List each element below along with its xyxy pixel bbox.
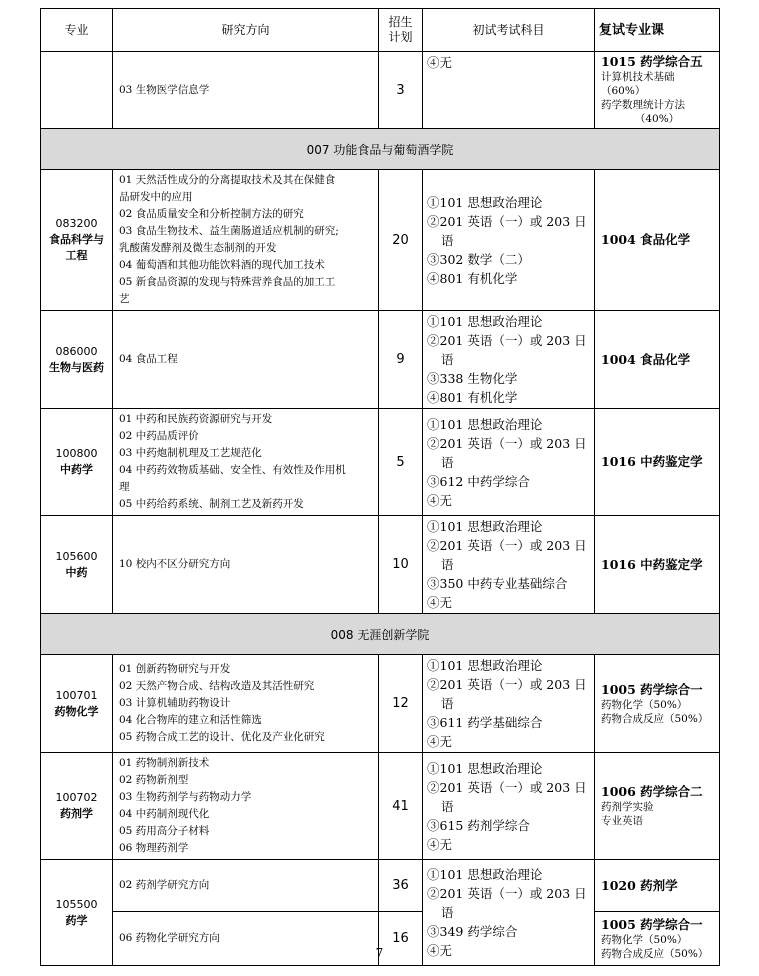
direction-line: 理 [119, 481, 130, 493]
review-cell [595, 860, 720, 912]
exam-line: 语 [441, 454, 454, 470]
direction-line: 01 天然活性成分的分离提取技术及其在保健食 [119, 174, 336, 186]
exam-line: ①101 思想政治理论 [427, 194, 543, 210]
direction-cell [113, 311, 379, 409]
direction-cell [113, 409, 379, 516]
direction-line: 03 计算机辅助药物设计 [119, 697, 231, 709]
plan-cell: 9 [379, 311, 423, 409]
plan-cell: 12 [379, 655, 423, 753]
exam-line: ①101 思想政治理论 [427, 658, 543, 673]
exam-line: 语 [441, 696, 454, 711]
table-header-row [41, 9, 720, 52]
review-cell [595, 52, 720, 129]
admission-table [40, 8, 720, 966]
exam-line: ①101 思想政治理论 [427, 416, 543, 432]
exam-cell [423, 311, 595, 409]
plan-cell: 3 [379, 52, 423, 129]
review-line: 药学数理统计方法 [601, 99, 685, 111]
direction-line: 03 生物药剂学与药物动力学 [119, 791, 252, 803]
review-title: 1016 中药鉴定学 [601, 556, 703, 572]
review-cell [595, 516, 720, 614]
direction-cell [113, 860, 379, 912]
direction-line: 05 中药给药系统、制剂工艺及新药开发 [119, 498, 304, 510]
exam-cell [423, 170, 595, 311]
major-name: 食品科学与 [49, 233, 104, 246]
direction-line: 05 药用高分子材料 [119, 825, 210, 837]
major-code: 105600 [55, 549, 98, 563]
review-title: 1005 药学综合一 [601, 916, 703, 932]
table-row [41, 753, 720, 860]
review-line: （40%） [634, 113, 680, 125]
review-cell [595, 311, 720, 409]
direction-line: 乳酸菌发酵剂及微生态制剂的开发 [119, 242, 277, 254]
direction-line: 05 药物合成工艺的设计、优化及产业化研究 [119, 731, 325, 743]
direction-line: 01 药物制剂新技术 [119, 757, 210, 769]
direction-line: 04 食品工程 [119, 353, 178, 365]
review-title: 1016 中药鉴定学 [601, 454, 703, 469]
exam-cell [423, 516, 595, 614]
major-name: 药剂学 [60, 807, 93, 820]
exam-line: ①101 思想政治理论 [427, 314, 543, 329]
exam-line: 语 [441, 557, 454, 572]
college-row [41, 614, 720, 655]
table-row [41, 860, 720, 912]
review-cell [595, 655, 720, 753]
exam-line: 语 [441, 905, 454, 920]
exam-line: ③302 数学（二） [427, 251, 530, 267]
direction-line: 04 葡萄酒和其他功能饮料酒的现代加工技术 [119, 259, 325, 271]
college-row [41, 129, 720, 170]
direction-line: 04 中药制剂现代化 [119, 808, 210, 820]
review-cell [595, 753, 720, 860]
major-name: 工程 [65, 249, 88, 262]
exam-line: 语 [441, 232, 454, 248]
direction-cell [113, 516, 379, 614]
header-plan-line: 计划 [388, 30, 413, 44]
exam-line: ④无 [427, 55, 453, 70]
direction-line: 03 生物医学信息学 [119, 83, 210, 96]
exam-cell [423, 409, 595, 516]
header-major: 专业 [41, 9, 113, 52]
major-code: 105500 [55, 897, 98, 911]
table-row [41, 409, 720, 516]
major-cell [41, 655, 113, 753]
plan-cell: 5 [379, 409, 423, 516]
direction-line: 06 物理药剂学 [119, 842, 189, 854]
major-code: 100701 [55, 688, 98, 702]
exam-cell [423, 52, 595, 129]
exam-line: ④无 [427, 492, 453, 508]
direction-line: 03 中药炮制机理及工艺规范化 [119, 447, 262, 459]
exam-line: ③611 药学基础综合 [427, 715, 543, 730]
header-plan [379, 9, 423, 52]
review-line: 药物化学（50%） [601, 698, 688, 711]
plan-cell: 36 [379, 860, 423, 912]
table-row [41, 655, 720, 753]
direction-line: 02 药物新剂型 [119, 774, 189, 786]
direction-line: 02 药剂学研究方向 [119, 879, 210, 891]
major-name: 药物化学 [54, 704, 99, 718]
major-cell [41, 516, 113, 614]
major-name: 中药 [65, 565, 88, 579]
direction-line: 02 食品质量安全和分析控制方法的研究 [119, 208, 304, 220]
major-code: 083200 [55, 217, 98, 230]
plan-cell: 20 [379, 170, 423, 311]
exam-line: ④无 [427, 836, 453, 852]
direction-line: 03 食品生物技术、益生菌肠道适应机制的研究; [119, 225, 339, 237]
direction-cell [113, 655, 379, 753]
exam-line: ④无 [427, 943, 453, 958]
table-row [41, 516, 720, 614]
direction-cell [113, 170, 379, 311]
exam-line: ④无 [427, 595, 453, 610]
exam-line: ③615 药剂学综合 [427, 817, 530, 833]
major-cell [41, 311, 113, 409]
review-title: 1020 药剂学 [601, 877, 678, 893]
exam-line: ④无 [427, 734, 453, 749]
exam-cell [423, 753, 595, 860]
table-row [41, 52, 720, 129]
exam-line: ③612 中药学综合 [427, 473, 530, 489]
exam-line: ②201 英语（一）或 203 日 [427, 779, 587, 795]
exam-line: ④801 有机化学 [427, 390, 518, 405]
direction-cell [113, 753, 379, 860]
review-line: 药物化学（50%） [601, 933, 688, 946]
direction-line: 品研发中的应用 [119, 191, 193, 203]
header-direction: 研究方向 [113, 9, 379, 52]
review-line: 药物合成反应（50%） [601, 947, 709, 960]
direction-line: 04 中药药效物质基础、安全性、有效性及作用机 [119, 464, 346, 476]
direction-line: 10 校内不区分研究方向 [119, 558, 231, 570]
exam-line: ④801 有机化学 [427, 270, 518, 286]
review-title: 1004 食品化学 [601, 232, 691, 247]
header-plan-line: 招生 [388, 15, 413, 29]
review-title: 1015 药学综合五 [601, 54, 703, 69]
major-code: 100702 [55, 791, 98, 804]
direction-line: 06 药物化学研究方向 [119, 932, 220, 944]
exam-line: ③349 药学综合 [427, 924, 518, 939]
exam-line: ②201 英语（一）或 203 日 [427, 538, 587, 553]
direction-line: 艺 [119, 293, 130, 305]
page-number: 7 [375, 946, 384, 960]
review-title: 1006 药学综合二 [601, 784, 703, 799]
major-name: 中药学 [60, 463, 93, 476]
exam-line: 语 [441, 352, 454, 367]
review-title: 1004 食品化学 [601, 351, 691, 367]
major-cell [41, 52, 113, 129]
plan-cell: 41 [379, 753, 423, 860]
exam-line: ①101 思想政治理论 [427, 867, 543, 882]
exam-line: ③338 生物化学 [427, 371, 518, 386]
direction-line: 04 化合物库的建立和活性筛选 [119, 714, 262, 726]
direction-cell [113, 52, 379, 129]
review-line: 药物合成反应（50%） [601, 712, 709, 725]
major-cell [41, 170, 113, 311]
plan-cell: 10 [379, 516, 423, 614]
college-title: 008 无涯创新学院 [41, 614, 720, 655]
exam-line: ②201 英语（一）或 203 日 [427, 886, 587, 901]
table-row [41, 170, 720, 311]
direction-line: 01 中药和民族药资源研究与开发 [119, 413, 273, 425]
exam-line: ②201 英语（一）或 203 日 [427, 677, 587, 692]
review-line: 药剂学实验 [601, 801, 654, 813]
exam-line: 语 [441, 798, 454, 814]
exam-line: ②201 英语（一）或 203 日 [427, 213, 587, 229]
exam-cell [423, 655, 595, 753]
exam-line: ①101 思想政治理论 [427, 760, 543, 776]
direction-line: 05 新食品资源的发现与特殊营养食品的加工工 [119, 276, 336, 288]
exam-line: ②201 英语（一）或 203 日 [427, 333, 587, 348]
major-code: 100800 [55, 447, 98, 460]
college-title: 007 功能食品与葡萄酒学院 [41, 129, 720, 170]
review-title: 1005 药学综合一 [601, 681, 703, 697]
major-code: 086000 [55, 344, 98, 358]
exam-line: ②201 英语（一）或 203 日 [427, 435, 587, 451]
exam-line: ③350 中药专业基础综合 [427, 576, 568, 591]
major-name: 药学 [65, 913, 88, 927]
header-review: 复试专业课 [595, 9, 720, 52]
review-line: 专业英语 [601, 815, 643, 827]
header-exam: 初试考试科目 [423, 9, 595, 52]
exam-line: ①101 思想政治理论 [427, 519, 543, 534]
review-line: 计算机技术基础（60%） [601, 71, 675, 97]
direction-line: 02 中药品质评价 [119, 430, 199, 442]
table-row [41, 311, 720, 409]
review-cell [595, 170, 720, 311]
plan-cell: 16 [379, 912, 423, 966]
major-cell [41, 409, 113, 516]
direction-line: 01 创新药物研究与开发 [119, 663, 231, 675]
direction-line: 02 天然产物合成、结构改造及其活性研究 [119, 680, 315, 692]
review-cell [595, 409, 720, 516]
major-cell [41, 753, 113, 860]
major-name: 生物与医药 [49, 360, 104, 374]
